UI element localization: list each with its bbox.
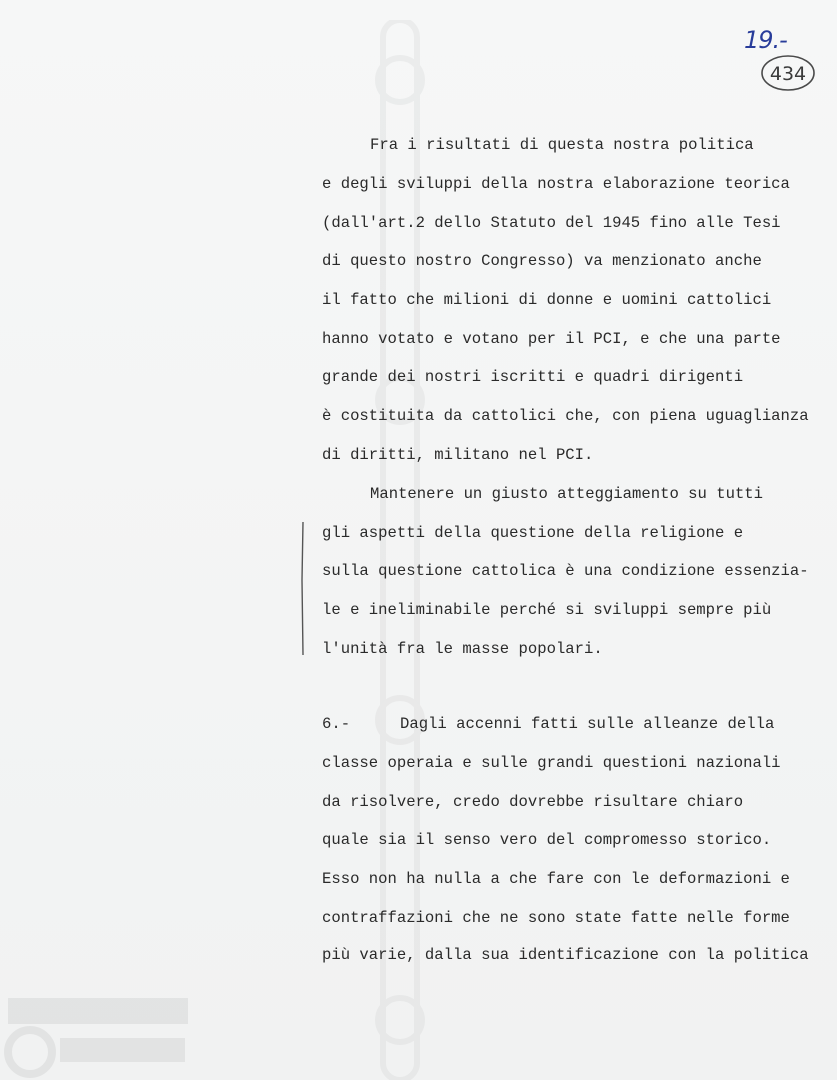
text-line: il fatto che milioni di donne e uomini cattolici — [322, 291, 772, 309]
text-line: è costituita da cattolici che, con piena uguaglianza — [322, 407, 809, 425]
text-line: quale sia il senso vero del compromesso storico. — [322, 831, 772, 849]
text-line: (dall'art.2 dello Statuto del 1945 fino alle Tesi — [322, 214, 781, 232]
text-line: l'unità fra le masse popolari. — [322, 640, 603, 658]
text-line: da risolvere, credo dovrebbe risultare chiaro — [322, 793, 744, 811]
page-number-annotation: 19.- — [744, 26, 787, 54]
text-line: Esso non ha nulla a che fare con le deformazioni e — [322, 870, 790, 888]
text-line: Dagli accenni fatti sulle alleanze della — [400, 715, 775, 733]
text-line: hanno votato e votano per il PCI, e che una parte — [322, 330, 781, 348]
archive-logo-icon — [0, 990, 200, 1080]
text-line: gli aspetti della questione della religione e — [322, 524, 744, 542]
text-line: e degli sviluppi della nostra elaborazione teorica — [322, 175, 790, 193]
text-line: più varie, dalla sua identificazione con la politica — [322, 946, 809, 964]
text-line: Fra i risultati di questa nostra politica — [370, 136, 754, 154]
circled-page-reference — [759, 53, 817, 93]
text-line: sulla questione cattolica è una condizione essenzia- — [322, 562, 809, 580]
text-line: Mantenere un giusto atteggiamento su tutti — [370, 485, 764, 503]
section-number: 6.- — [322, 715, 351, 733]
text-line: contraffazioni che ne sono state fatte nelle forme — [322, 909, 790, 927]
circled-number-text: 434 — [769, 63, 807, 85]
vertical-pencil-line-icon — [300, 520, 306, 655]
text-line: di diritti, militano nel PCI. — [322, 446, 594, 464]
text-line: di questo nostro Congresso) va menzionato anche — [322, 252, 762, 270]
text-line: classe operaia e sulle grandi questioni nazionali — [322, 754, 781, 772]
text-line: grande dei nostri iscritti e quadri dirigenti — [322, 368, 744, 386]
text-line: le e ineliminabile perché si sviluppi sempre più — [322, 601, 772, 619]
